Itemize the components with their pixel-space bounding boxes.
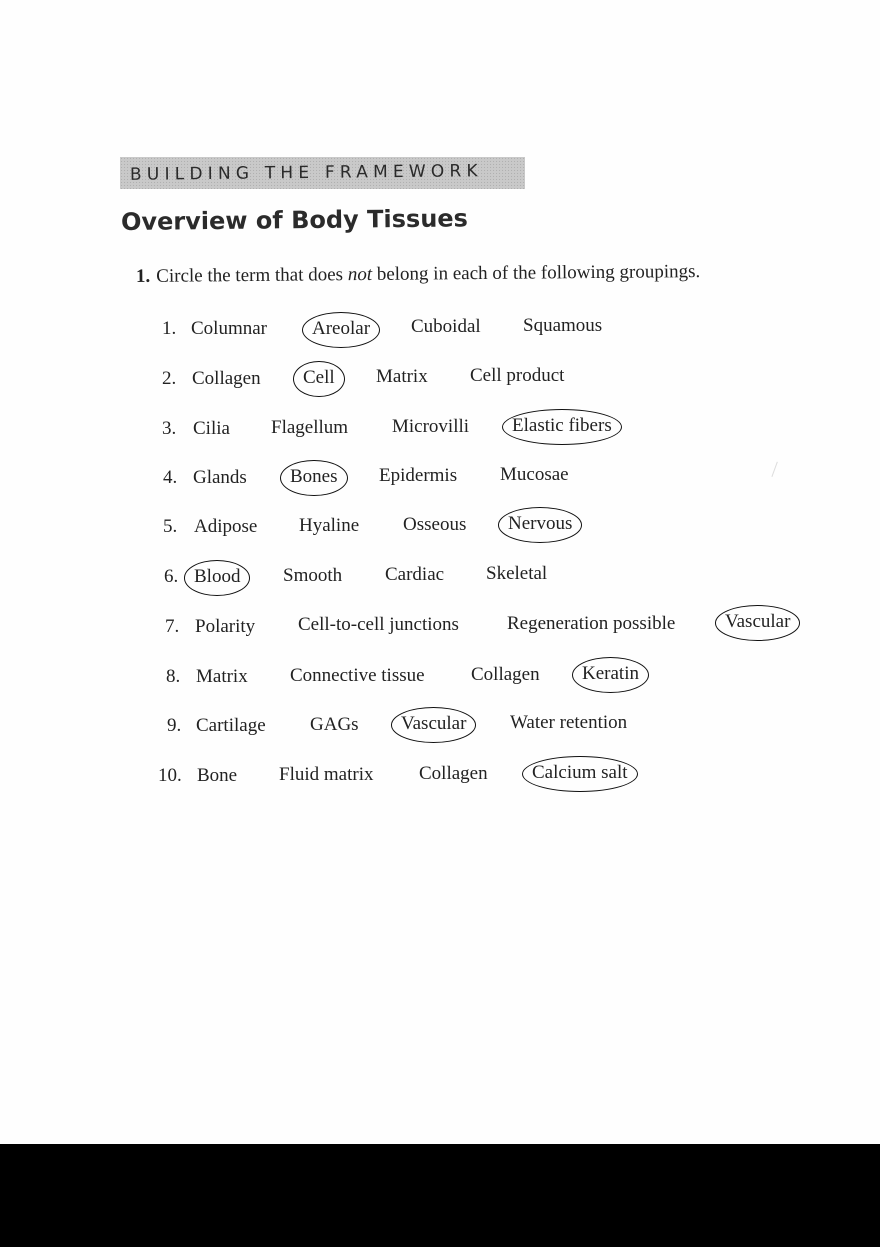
term-circled[interactable]: Elastic fibers — [512, 415, 612, 436]
term: Cardiac — [385, 564, 445, 585]
question-text-before: Circle the term that does — [156, 264, 348, 287]
term: Flagellum — [271, 417, 349, 438]
term: Polarity — [195, 616, 256, 637]
row-number: 4. — [163, 467, 178, 488]
term: Water retention — [510, 712, 628, 733]
term: Bone — [197, 765, 238, 786]
term: Connective tissue — [290, 665, 425, 686]
row-number: 10. — [158, 765, 182, 786]
term: Cartilage — [196, 715, 266, 736]
term-circled[interactable]: Calcium salt — [532, 762, 628, 783]
row-number: 2. — [162, 368, 177, 389]
bottom-black-bar — [0, 1144, 880, 1247]
term-circled[interactable]: Vascular — [401, 713, 467, 734]
row-number: 3. — [162, 418, 177, 439]
term: Collagen — [192, 368, 261, 389]
term: Fluid matrix — [279, 764, 374, 785]
term-circled[interactable]: Cell — [303, 367, 335, 388]
row-number: 8. — [166, 666, 181, 687]
section-banner-text: BUILDING THE FRAMEWORK — [129, 161, 483, 185]
stray-pen-mark — [771, 462, 781, 479]
question-prompt — [136, 261, 700, 288]
row-number: 9. — [167, 715, 182, 736]
term: Microvilli — [392, 416, 470, 437]
term: Squamous — [523, 315, 603, 336]
term: Hyaline — [299, 515, 360, 536]
term: Columnar — [191, 318, 267, 339]
term-circled[interactable]: Bones — [290, 466, 338, 487]
term-circled[interactable]: Blood — [194, 566, 241, 587]
term-circled[interactable]: Keratin — [582, 663, 639, 684]
term: Cell-to-cell junctions — [298, 614, 459, 635]
term: Osseous — [403, 514, 467, 535]
term-circled[interactable]: Nervous — [508, 513, 573, 534]
term: Cuboidal — [411, 316, 481, 337]
term: Mucosae — [500, 464, 569, 485]
section-banner — [120, 157, 525, 189]
term: Matrix — [196, 666, 248, 687]
row-number: 6. — [164, 566, 179, 587]
page-title: Overview of Body Tissues — [120, 204, 469, 236]
row-number: 1. — [162, 318, 177, 339]
term: Adipose — [194, 516, 258, 537]
row-number: 5. — [163, 516, 178, 537]
term: Skeletal — [486, 563, 548, 584]
question-number: 1. — [135, 265, 151, 287]
term: Cell product — [470, 365, 565, 386]
term: Glands — [193, 467, 247, 488]
question-text-italic: not — [347, 263, 373, 286]
term: GAGs — [310, 714, 359, 735]
row-number: 7. — [165, 616, 180, 637]
term-circled[interactable]: Vascular — [725, 611, 791, 632]
term-circled[interactable]: Areolar — [312, 318, 371, 339]
term: Collagen — [419, 763, 488, 784]
term: Regeneration possible — [507, 613, 676, 634]
term: Matrix — [376, 366, 428, 387]
term: Smooth — [283, 565, 343, 586]
term: Cilia — [193, 418, 230, 439]
term: Epidermis — [379, 465, 458, 486]
term: Collagen — [471, 664, 540, 685]
question-text-after: belong in each of the following groupings. — [371, 261, 701, 285]
